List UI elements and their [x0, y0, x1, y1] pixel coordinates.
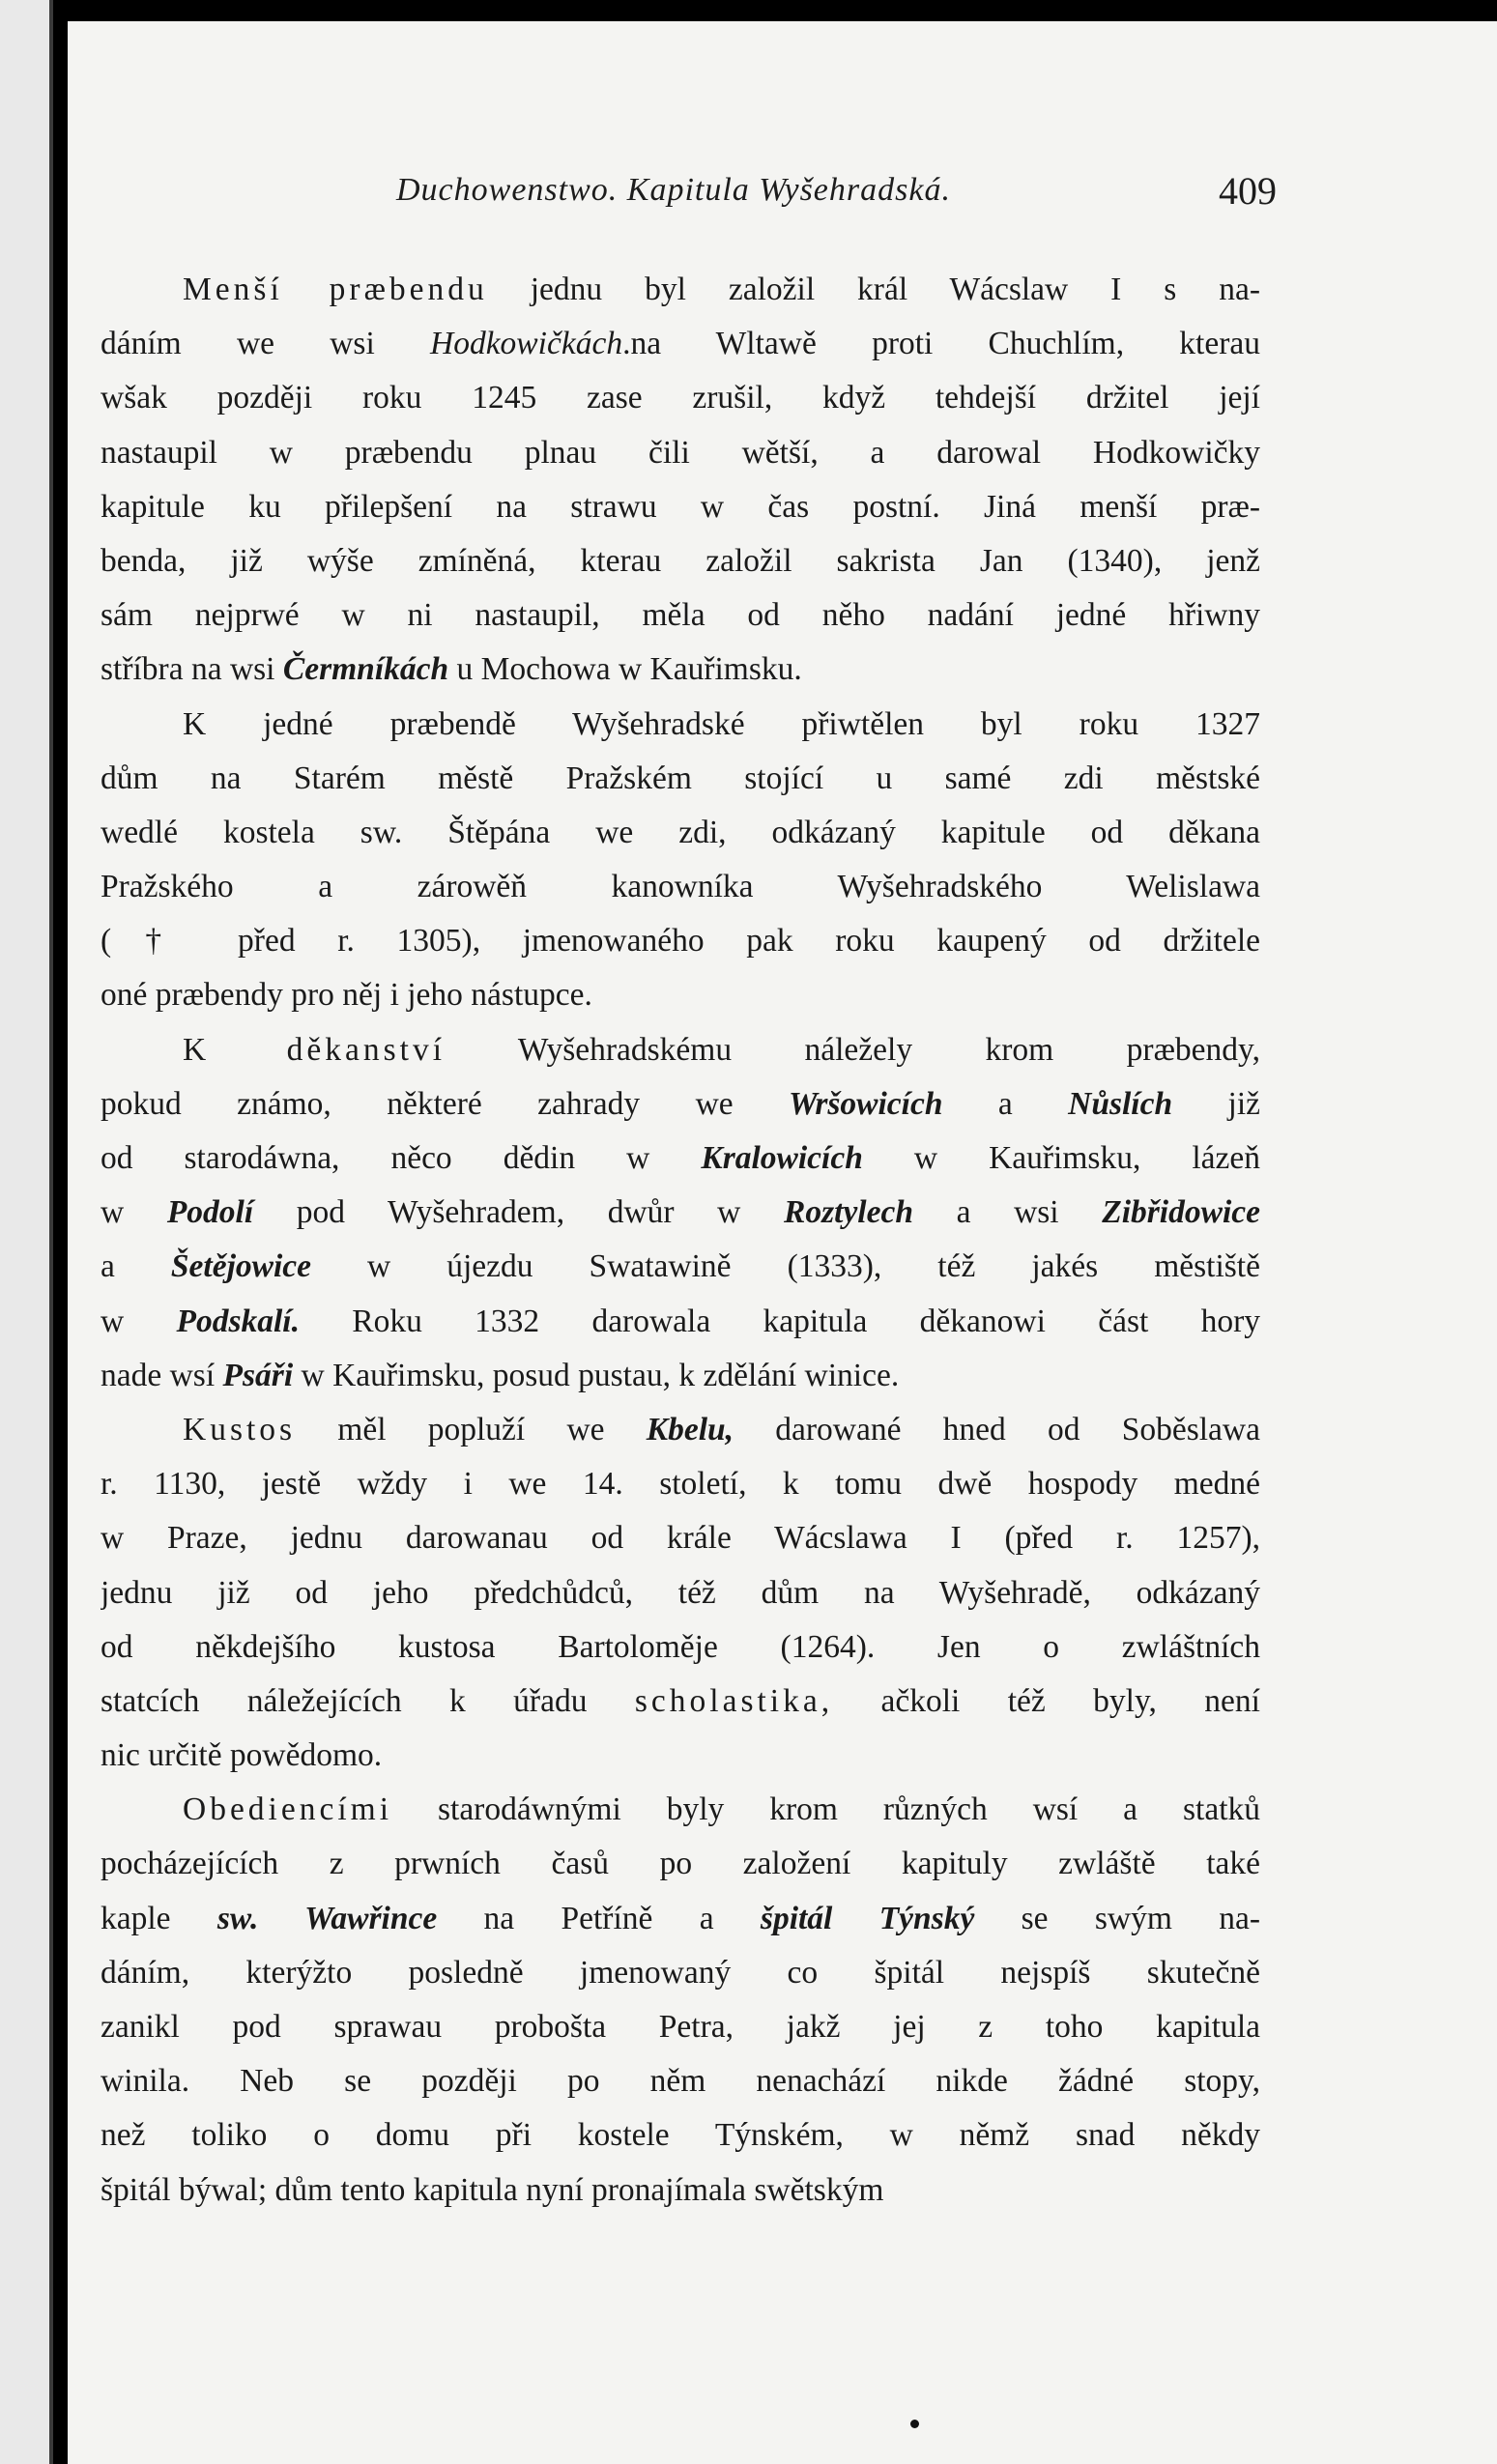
text-segment: a	[942, 1085, 1069, 1122]
text-segment: stříbra na wsi	[101, 651, 283, 688]
text-segment: dáním, kterýžto posledně jmenowaný co špitál nejspíš skutečně	[101, 1954, 1260, 1991]
text-line	[101, 914, 1260, 968]
text-line	[101, 1186, 1260, 1240]
text-segment: statcích náležejících k úřadu	[101, 1682, 635, 1719]
text-segment: Kustos	[183, 1411, 297, 1447]
paragraph	[101, 263, 1260, 698]
text-segment: starodáwnými byly krom různých wsí a statků	[392, 1791, 1260, 1828]
text-line	[101, 1783, 1260, 1837]
text-line	[101, 968, 1260, 1022]
text-segment: w	[101, 1194, 167, 1231]
text-segment: K děkanství	[183, 1031, 446, 1068]
text-segment: již	[1172, 1085, 1260, 1122]
text-line	[101, 1295, 1260, 1349]
text-segment: benda, již wýše zmíněná, kterau založil sakrista Jan (1340), jenž	[101, 542, 1260, 579]
text-line	[101, 480, 1260, 534]
text-segment: a	[101, 1248, 171, 1285]
text-line	[101, 1675, 1260, 1729]
text-segment: sám nejprwé w ni nastaupil, měla od něho nadání jedné hřiwny	[101, 597, 1260, 634]
text-segment: winila. Neb se později po něm nenachází nikde žádné stopy,	[101, 2063, 1260, 2100]
text-segment: Zibřidowice	[1102, 1194, 1260, 1231]
text-segment: pokud známo, některé zahrady we	[101, 1085, 790, 1122]
text-segment: pocházejících z prwních časů po založení kapituly zwláště také	[101, 1846, 1260, 1882]
text-segment: kapitule ku přilepšení na strawu w čas postní. Jiná menší præ-	[101, 488, 1260, 525]
text-segment: wšak později roku 1245 zase zrušil, když tehdejší držitel její	[101, 380, 1260, 416]
text-line	[101, 263, 1260, 317]
text-segment: Podskalí.	[176, 1303, 300, 1339]
text-line	[101, 2108, 1260, 2163]
page-header	[68, 155, 1497, 232]
text-segment: wedlé kostela sw. Štěpána we zdi, odkázaný kapitule od děkana	[101, 814, 1260, 850]
text-segment: .na Wltawě proti Chuchlím, kterau	[622, 326, 1260, 362]
page-number: 409	[1219, 169, 1277, 213]
text-segment: Obediencími	[183, 1791, 393, 1828]
text-line	[101, 1892, 1260, 1946]
text-line	[101, 1023, 1260, 1077]
text-segment: Hodkowičkách	[430, 326, 623, 362]
text-line	[101, 2054, 1260, 2108]
text-segment: dům na Starém městě Pražském stojící u samé zdi městské	[101, 759, 1260, 796]
text-line	[101, 2000, 1260, 2054]
text-segment: oné præbendy pro něj i jeho nástupce.	[101, 977, 592, 1014]
text-segment: w újezdu Swatawině (1333), též jakés městiště	[311, 1248, 1260, 1285]
text-segment: Nůslích	[1068, 1085, 1173, 1122]
running-title: Duchowenstwo. Kapitula Wyšehradská.	[396, 172, 951, 208]
facing-page-edge	[0, 0, 53, 2464]
text-line	[101, 1077, 1260, 1132]
text-line	[101, 534, 1260, 588]
paragraph	[101, 1403, 1260, 1783]
text-segment: sw. Wawřince	[216, 1900, 438, 1936]
paragraph	[101, 698, 1260, 1023]
text-segment: zanikl pod sprawau probošta Petra, jakž jej z toho kapitula	[101, 2009, 1260, 2045]
text-segment: se swým na-	[974, 1900, 1260, 1936]
text-segment: Podolí	[166, 1194, 254, 1231]
text-segment: w Kauřimsku, posud pustau, k zdělání winice.	[293, 1357, 900, 1393]
text-segment: nastaupil w præbendu plnau čili wětší, a darowal Hodkowičky	[101, 434, 1260, 471]
book-page	[68, 21, 1497, 2464]
text-segment: měl popluží we	[296, 1411, 647, 1447]
text-segment: na Petříně a	[437, 1900, 761, 1936]
text-segment: w Praze, jednu darowanau od krále Wácslawa I (před r. 1257),	[101, 1520, 1260, 1557]
text-line	[101, 1946, 1260, 2000]
text-line	[101, 317, 1260, 371]
text-segment: dáním we wsi	[101, 326, 430, 362]
text-segment: pod Wyšehradem, dwůr w	[253, 1194, 784, 1231]
text-line	[101, 752, 1260, 806]
text-line	[101, 1837, 1260, 1891]
text-line	[101, 426, 1260, 480]
text-segment: w	[101, 1303, 177, 1339]
text-line	[101, 1132, 1260, 1186]
text-segment: Čermníkách	[282, 651, 449, 688]
paragraph	[101, 1023, 1260, 1403]
text-line	[101, 2163, 1260, 2218]
text-segment: špitál býwal; dům tento kapitula nyní pronajímala swětským	[101, 2171, 884, 2208]
text-segment: r. 1130, jestě wždy i we 14. století, k tomu dwě hospody medné	[101, 1466, 1260, 1503]
text-segment: Kralowicích	[701, 1140, 863, 1176]
text-segment: kaple	[101, 1900, 217, 1936]
text-line	[101, 1403, 1260, 1457]
text-segment: Wyšehradskému náležely krom præbendy,	[446, 1031, 1260, 1068]
text-line	[101, 371, 1260, 425]
text-segment: jednu již od jeho předchůdců, též dům na Wyšehradě, odkázaný	[101, 1574, 1260, 1611]
text-segment: od někdejšího kustosa Bartoloměje (1264). Jen o zwláštních	[101, 1628, 1260, 1665]
text-segment: darowané hned od Soběslawa	[734, 1411, 1260, 1447]
body-text	[101, 263, 1260, 2218]
page-gutter-shadow	[49, 0, 53, 2464]
text-segment: Psáři	[222, 1357, 294, 1393]
text-segment: než toliko o domu při kostele Týnském, w němž snad někdy	[101, 2117, 1260, 2154]
text-segment: od starodáwna, něco dědin w	[101, 1140, 702, 1176]
text-line	[101, 588, 1260, 643]
text-segment: K jedné præbendě Wyšehradské přiwtělen byl roku 1327	[183, 705, 1260, 742]
text-segment: u Mochowa w Kauřimsku.	[448, 651, 802, 688]
text-segment: Šetějowice	[170, 1248, 312, 1285]
text-segment: jednu byl založil král Wácslaw I s na-	[487, 272, 1260, 307]
text-segment: Wršowicích	[789, 1085, 943, 1122]
text-line	[101, 860, 1260, 914]
text-segment: Roztylech	[784, 1194, 913, 1231]
text-line	[101, 1620, 1260, 1675]
text-line	[101, 1566, 1260, 1620]
text-segment: Roku 1332 darowala kapitula děkanowi část hory	[299, 1303, 1260, 1339]
text-segment: Pražského a zárowěň kanowníka Wyšehradského Welislawa	[101, 869, 1260, 905]
text-segment: Kbelu,	[646, 1411, 734, 1447]
text-line	[101, 643, 1260, 697]
text-segment: špitál Týnský	[760, 1900, 975, 1936]
text-segment: w Kauřimsku, lázeň	[862, 1140, 1260, 1176]
text-segment: nade wsí	[101, 1357, 223, 1393]
scan-speck	[910, 2420, 919, 2428]
text-segment: ačkoli též byly, není	[833, 1682, 1260, 1719]
text-line	[101, 1457, 1260, 1511]
text-line	[101, 806, 1260, 860]
text-segment: nic určitě powědomo.	[101, 1737, 383, 1774]
text-line	[101, 1511, 1260, 1565]
text-line	[101, 1349, 1260, 1403]
text-line	[101, 698, 1260, 752]
paragraph	[101, 1783, 1260, 2218]
text-segment: († před r. 1305), jmenowaného pak roku kaupený od držitele	[101, 923, 1260, 960]
text-segment: scholastika,	[634, 1682, 834, 1719]
text-segment: Menší præbendu	[183, 272, 488, 307]
text-line	[101, 1729, 1260, 1783]
text-segment: a wsi	[912, 1194, 1103, 1231]
text-line	[101, 1240, 1260, 1294]
